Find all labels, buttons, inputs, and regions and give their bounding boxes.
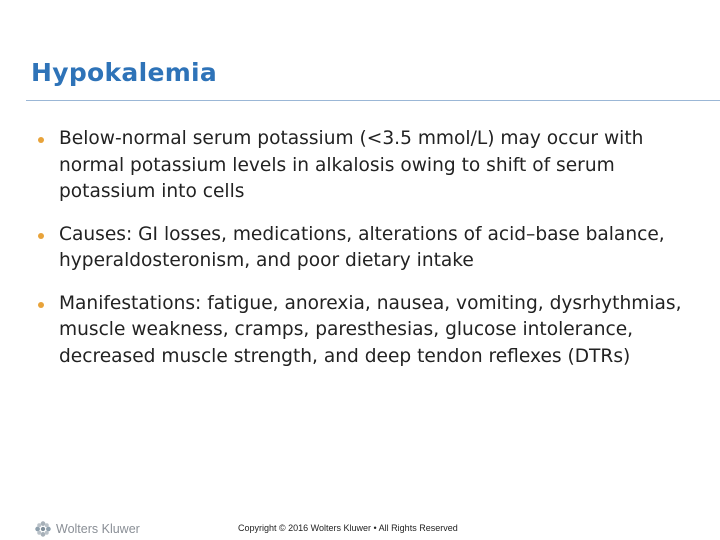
logo-text: Wolters Kluwer (56, 522, 140, 536)
bullet-item (38, 126, 688, 206)
wolters-kluwer-logo-icon (34, 520, 52, 538)
copyright-text: Copyright © 2016 Wolters Kluwer • All Rights Reserved (238, 523, 458, 533)
bullet-dot-icon (38, 302, 44, 308)
bullet-text: Below-normal serum potassium (<3.5 mmol/L) may occur with normal potassium levels in alkalosis owing to shift of serum potassium into cells (59, 128, 644, 202)
slide-title: Hypokalemia (31, 58, 218, 87)
bullet-text: Causes: GI losses, medications, alterations of acid–base balance, hyperaldosteronism, and poor dietary intake (59, 223, 665, 271)
bullet-list (38, 126, 688, 386)
bullet-item (38, 222, 688, 275)
bullet-text: Manifestations: fatigue, anorexia, nausea, vomiting, dysrhythmias, muscle weakness, cramps, paresthesias, glucose intolerance, decreased muscle strength, and deep tendon reflexes (DTRs) (59, 292, 682, 367)
bullet-dot-icon (38, 137, 44, 143)
footer-logo (34, 519, 140, 539)
bullet-item (38, 291, 688, 371)
bullet-dot-icon (38, 233, 44, 239)
title-divider (26, 100, 720, 101)
